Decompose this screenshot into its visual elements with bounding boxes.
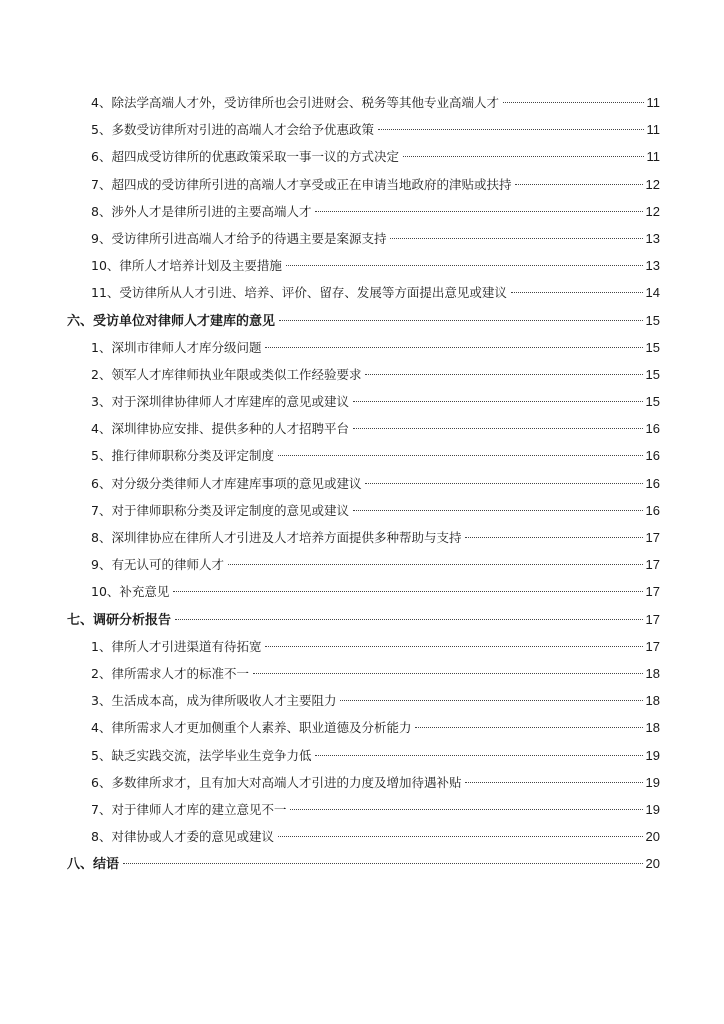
dot-leader — [365, 374, 642, 375]
toc-entry-title: 1、深圳市律师人才库分级问题 — [91, 339, 262, 355]
toc-entry[interactable] — [0, 415, 724, 442]
dot-leader — [390, 238, 642, 239]
dot-leader — [353, 510, 643, 511]
toc-entry-page: 16 — [645, 502, 660, 518]
toc-entry[interactable] — [0, 524, 724, 551]
dot-leader — [173, 591, 642, 592]
dot-leader — [378, 129, 644, 130]
toc-entry[interactable] — [0, 551, 724, 578]
dot-leader — [279, 320, 643, 321]
table-of-contents — [0, 89, 724, 877]
toc-section-heading[interactable] — [0, 307, 724, 334]
toc-entry-title: 8、深圳律协应在律所人才引进及人才培养方面提供多种帮助与支持 — [91, 530, 462, 545]
toc-entry[interactable] — [0, 714, 724, 741]
toc-entry-page: 20 — [645, 829, 660, 845]
toc-entry[interactable] — [0, 660, 724, 687]
toc-entry[interactable] — [0, 470, 724, 497]
dot-leader — [253, 673, 643, 674]
toc-entry-title: 4、深圳律协应安排、提供多种的人才招聘平台 — [91, 421, 349, 437]
toc-entry-page: 20 — [645, 856, 660, 872]
toc-entry-title: 六、受访单位对律师人才建库的意见 — [67, 313, 276, 329]
dot-leader — [503, 102, 644, 103]
dot-leader — [290, 809, 642, 810]
toc-entry-title: 5、推行律师职称分类及评定制度 — [91, 448, 274, 464]
toc-entry-title: 10、律所人才培养计划及主要措施 — [91, 258, 282, 274]
toc-entry[interactable] — [0, 742, 724, 769]
toc-entry-title: 1、律所人才引进渠道有待拓宽 — [91, 638, 262, 654]
toc-entry-page: 18 — [645, 720, 660, 736]
dot-leader — [511, 292, 643, 293]
toc-entry-page: 18 — [645, 693, 660, 709]
toc-entry[interactable] — [0, 388, 724, 415]
toc-entry-page: 13 — [645, 258, 660, 274]
toc-entry-title: 7、对于律师人才库的建立意见不一 — [91, 801, 287, 817]
toc-entry[interactable] — [0, 116, 724, 143]
dot-leader — [315, 755, 642, 756]
dot-leader — [353, 428, 643, 429]
dot-leader — [365, 483, 642, 484]
dot-leader — [265, 646, 642, 647]
dot-leader — [286, 265, 643, 266]
dot-leader — [175, 619, 643, 620]
toc-entry-title: 2、领军人才库律师执业年限或类似工作经验要求 — [91, 366, 362, 382]
dot-leader — [123, 863, 643, 864]
toc-section-heading[interactable] — [0, 606, 724, 633]
toc-entry-page: 14 — [645, 285, 660, 301]
toc-entry-title: 5、多数受访律所对引进的高端人才会给予优惠政策 — [91, 122, 374, 138]
toc-entry-page: 16 — [645, 475, 660, 491]
toc-entry-page: 12 — [645, 176, 660, 192]
dot-leader — [265, 347, 642, 348]
dot-leader — [465, 537, 642, 538]
dot-leader — [465, 782, 642, 783]
toc-entry-title: 2、律所需求人才的标准不一 — [91, 665, 249, 681]
toc-entry[interactable] — [0, 823, 724, 850]
toc-entry-page: 19 — [645, 774, 660, 790]
toc-entry-title: 6、对分级分类律师人才库建库事项的意见或建议 — [91, 475, 362, 491]
dot-leader — [278, 455, 643, 456]
toc-entry-title: 8、对律协或人才委的意见或建议 — [91, 829, 274, 845]
toc-section-heading[interactable] — [0, 850, 724, 877]
toc-entry[interactable] — [0, 796, 724, 823]
toc-entry-page: 13 — [645, 230, 660, 246]
toc-entry[interactable] — [0, 578, 724, 605]
toc-entry[interactable] — [0, 687, 724, 714]
toc-entry[interactable] — [0, 89, 724, 116]
toc-entry-title: 7、对于律师职称分类及评定制度的意见或建议 — [91, 502, 349, 518]
toc-entry-title: 3、生活成本高，成为律所吸收人才主要阻力 — [91, 693, 337, 709]
toc-entry-title: 6、超四成受访律所的优惠政策采取一事一议的方式决定 — [91, 149, 399, 165]
toc-entry[interactable] — [0, 225, 724, 252]
toc-entry-page: 18 — [645, 665, 660, 681]
toc-entry[interactable] — [0, 442, 724, 469]
toc-entry[interactable] — [0, 497, 724, 524]
toc-entry-page: 16 — [645, 448, 660, 464]
toc-entry-title: 八、结语 — [67, 857, 120, 873]
dot-leader — [515, 184, 642, 185]
toc-entry-title: 5、缺乏实践交流，法学毕业生竞争力低 — [91, 747, 312, 763]
toc-entry[interactable] — [0, 361, 724, 388]
toc-entry-page: 17 — [645, 530, 660, 545]
toc-entry[interactable] — [0, 279, 724, 306]
toc-entry-page: 11 — [646, 122, 660, 138]
toc-entry[interactable] — [0, 171, 724, 198]
toc-entry-page: 15 — [645, 339, 660, 355]
toc-entry-page: 16 — [645, 421, 660, 437]
toc-entry[interactable] — [0, 198, 724, 225]
toc-entry-title: 七、调研分析报告 — [67, 612, 172, 628]
toc-entry-title: 9、受访律所引进高端人才给予的待遇主要是案源支持 — [91, 230, 387, 246]
toc-entry-title: 7、超四成的受访律所引进的高端人才享受或正在申请当地政府的津贴或扶持 — [91, 176, 512, 192]
toc-entry[interactable] — [0, 633, 724, 660]
toc-entry-page: 17 — [645, 584, 660, 600]
toc-entry[interactable] — [0, 769, 724, 796]
toc-entry[interactable] — [0, 143, 724, 170]
toc-entry-page: 19 — [645, 801, 660, 817]
toc-entry-page: 15 — [645, 394, 660, 410]
dot-leader — [353, 401, 643, 402]
toc-entry-title: 4、律所需求人才更加侧重个人素养、职业道德及分析能力 — [91, 720, 412, 736]
dot-leader — [278, 836, 643, 837]
toc-entry-page: 15 — [645, 312, 660, 328]
toc-entry-title: 8、涉外人才是律所引进的主要高端人才 — [91, 203, 312, 219]
toc-entry-page: 17 — [645, 557, 660, 573]
toc-entry-page: 11 — [646, 149, 660, 165]
toc-entry-title: 3、对于深圳律协律师人才库建库的意见或建议 — [91, 394, 349, 410]
dot-leader — [228, 564, 643, 565]
dot-leader — [403, 156, 644, 157]
toc-entry-page: 17 — [645, 638, 660, 654]
toc-entry-page: 12 — [645, 203, 660, 219]
dot-leader — [415, 727, 642, 728]
toc-entry-title: 11、受访律所从人才引进、培养、评价、留存、发展等方面提出意见或建议 — [91, 285, 507, 301]
toc-entry-title: 4、除法学高端人才外，受访律所也会引进财会、税务等其他专业高端人才 — [91, 95, 499, 110]
dot-leader — [340, 700, 642, 701]
toc-entry-page: 17 — [645, 611, 660, 627]
toc-entry-title: 10、补充意见 — [91, 584, 170, 600]
toc-entry[interactable] — [0, 334, 724, 361]
toc-entry-page: 11 — [646, 95, 660, 110]
toc-entry-page: 15 — [645, 366, 660, 382]
toc-entry-page: 19 — [645, 747, 660, 763]
toc-entry-title: 9、有无认可的律师人才 — [91, 557, 224, 573]
toc-entry[interactable] — [0, 252, 724, 279]
toc-entry-title: 6、多数律所求才，且有加大对高端人才引进的力度及增加待遇补贴 — [91, 774, 462, 790]
dot-leader — [315, 211, 642, 212]
